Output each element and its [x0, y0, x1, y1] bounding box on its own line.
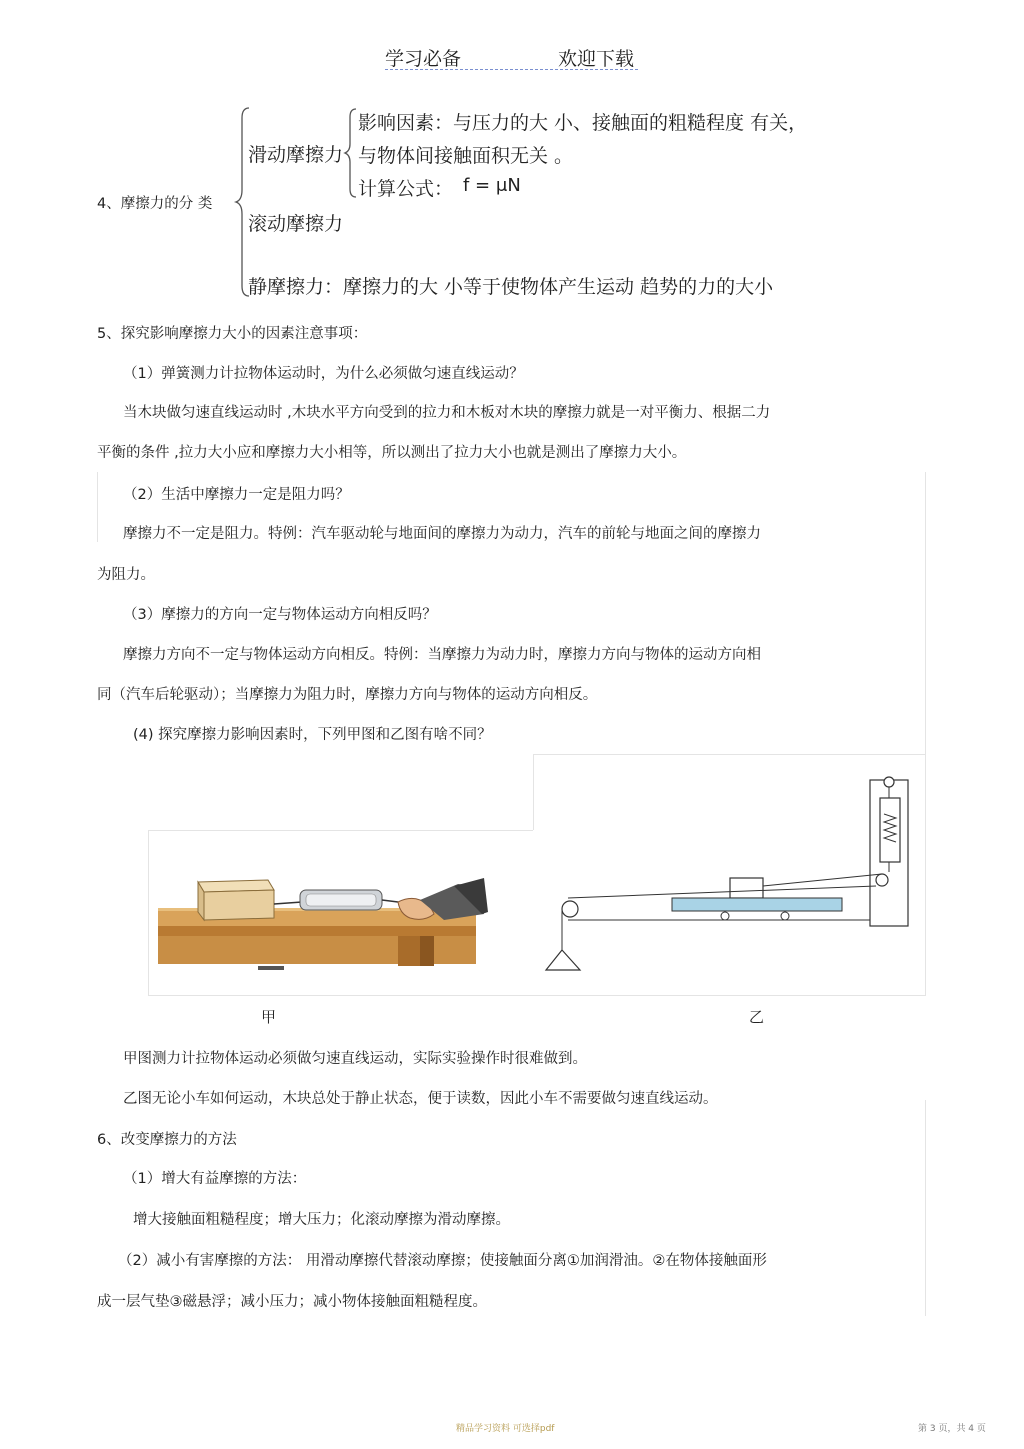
- section5-a1-line1: 当木块做匀速直线运动时 ,木块水平方向受到的拉力和木板对木块的摩擦力就是一对平衡力、根据二力: [123, 405, 771, 421]
- frame-line: [533, 754, 534, 830]
- section5-q1: （1）弹簧测力计拉物体运动时，为什么必须做匀速直线运动？: [123, 366, 524, 382]
- figure-yi-label: 乙: [749, 1008, 765, 1026]
- header-right: 欢迎下载: [558, 48, 635, 70]
- header-underline: [385, 69, 638, 70]
- formula: f = μN: [463, 175, 521, 196]
- outer-brace-icon: [233, 104, 253, 300]
- section6-q2-line1: （2）减小有害摩擦的方法： 用滑动摩擦代替滚动摩擦；使接触面分离①加润滑油。②在物体接触面形: [118, 1253, 767, 1269]
- frame-line: [925, 1100, 926, 1316]
- section6-a1: 增大接触面粗糙程度；增大压力；化滚动摩擦为滑动摩擦。: [133, 1212, 510, 1228]
- figure-jia-illustration: [158, 868, 488, 974]
- section5-a3-line1: 摩擦力方向不一定与物体运动方向相反。特例：当摩擦力为动力时，摩擦力方向与物体的运动方向相: [123, 647, 761, 663]
- header-left: 学习必备: [385, 48, 462, 70]
- figure-yi-illustration: [540, 770, 920, 980]
- section4-title: 4、摩擦力的分 类: [97, 196, 213, 212]
- inner-brace-icon: [343, 106, 359, 200]
- static-friction-text: 静摩擦力：摩擦力的大 小等于使物体产生运动 趋势的力的大小: [248, 276, 774, 298]
- section5-q4: (4) 探究摩擦力影响因素时，下列甲图和乙图有啥不同？: [133, 727, 492, 743]
- section5-q3: （3）摩擦力的方向一定与物体运动方向相反吗？: [123, 607, 437, 623]
- section5-a4-line1: 甲图测力计拉物体运动必须做匀速直线运动，实际实验操作时很难做到。: [123, 1051, 587, 1067]
- formula-label: 计算公式：: [358, 178, 454, 200]
- section5-q2: （2）生活中摩擦力一定是阻力吗？: [123, 487, 350, 503]
- frame-line: [148, 995, 926, 996]
- frame-line: [148, 830, 533, 831]
- sliding-friction-label: 滑动摩擦力: [248, 144, 344, 166]
- section6-q1: （1）增大有益摩擦的方法：: [123, 1171, 307, 1187]
- footer-page-number: 第 3 页，共 4 页: [918, 1424, 986, 1434]
- frame-line: [925, 472, 926, 754]
- rolling-friction-label: 滚动摩擦力: [248, 213, 344, 235]
- figure-jia-label: 甲: [261, 1008, 277, 1026]
- factors-line2: 与物体间接触面积无关 。: [358, 145, 574, 167]
- frame-line: [97, 472, 98, 542]
- frame-line: [925, 754, 926, 995]
- section6-title: 6、改变摩擦力的方法: [97, 1132, 237, 1148]
- section5-a1-line2: 平衡的条件 ,拉力大小应和摩擦力大小相等，所以测出了拉力大小也就是测出了摩擦力大小。: [97, 445, 687, 461]
- section5-a2-line2: 为阻力。: [97, 567, 155, 583]
- section5-a4-line2: 乙图无论小车如何运动，木块总处于静止状态，便于读数，因此小车不需要做匀速直线运动。: [123, 1091, 718, 1107]
- section6-q2-line2: 成一层气垫③磁悬浮；减小压力；减小物体接触面粗糙程度。: [97, 1294, 487, 1310]
- section5-a2-line1: 摩擦力不一定是阻力。特例：汽车驱动轮与地面间的摩擦力为动力，汽车的前轮与地面之间的摩擦力: [123, 526, 761, 542]
- section5-a3-line2: 同（汽车后轮驱动）；当摩擦力为阻力时，摩擦力方向与物体的运动方向相反。: [97, 687, 598, 703]
- footer-center: 精品学习资料 可选择pdf: [456, 1424, 555, 1434]
- section5-title: 5、探究影响摩擦力大小的因素注意事项：: [97, 326, 368, 342]
- frame-line: [533, 754, 926, 755]
- frame-line: [148, 830, 149, 995]
- factors-line1: 影响因素：与压力的大 小、接触面的粗糙程度 有关，: [358, 112, 808, 134]
